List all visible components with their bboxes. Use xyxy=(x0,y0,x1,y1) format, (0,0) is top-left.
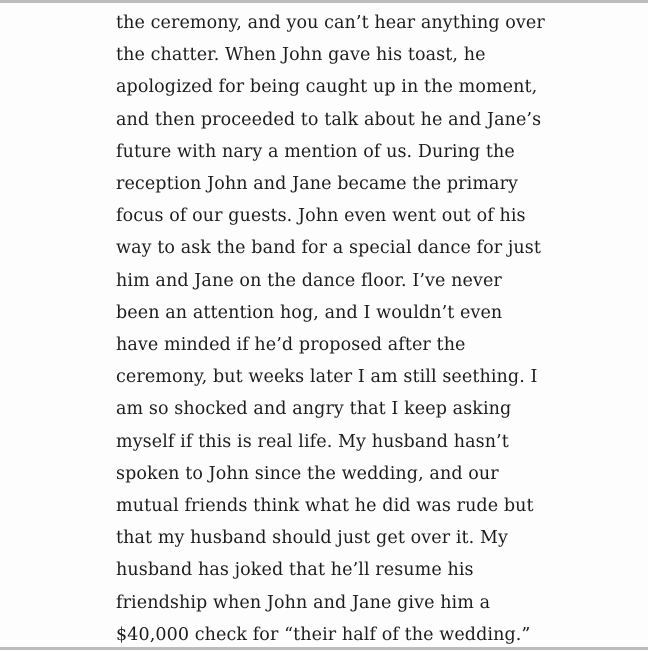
text-line: him and Jane on the dance floor. I’ve never xyxy=(116,270,502,291)
text-line: been an attention hog, and I wouldn’t even xyxy=(116,302,503,323)
text-line: the chatter. When John gave his toast, he xyxy=(116,45,486,66)
text-line: the ceremony, and you can’t hear anything over xyxy=(116,13,545,33)
text-line: that my husband should just get over it. My xyxy=(116,528,508,549)
text-line: spoken to John since the wedding, and our xyxy=(116,463,499,484)
text-line: focus of our guests. John even went out of his xyxy=(116,206,526,227)
text-line: reception John and Jane became the primary xyxy=(116,174,519,195)
document-page xyxy=(0,3,648,647)
text-line: friendship when John and Jane give him a xyxy=(116,592,491,613)
text-line: way to ask the band for a special dance for just xyxy=(116,238,542,259)
text-line: future with nary a mention of us. During the xyxy=(116,141,515,162)
text-line: myself if this is real life. My husband hasn’t xyxy=(116,431,509,452)
text-line: $40,000 check for “their half of the wedding.” xyxy=(116,624,531,645)
text-line: and then proceeded to talk about he and Jane’s xyxy=(116,109,542,130)
text-line: have minded if he’d proposed after the xyxy=(116,335,466,356)
text-line: apologized for being caught up in the moment, xyxy=(116,77,538,98)
body-text xyxy=(116,7,546,651)
text-line: ceremony, but weeks later I am still seething. I xyxy=(116,367,538,388)
text-line: husband has joked that he’ll resume his xyxy=(116,560,474,581)
text-line: am so shocked and angry that I keep asking xyxy=(116,399,512,420)
text-line: mutual friends think what he did was rude but xyxy=(116,496,534,517)
